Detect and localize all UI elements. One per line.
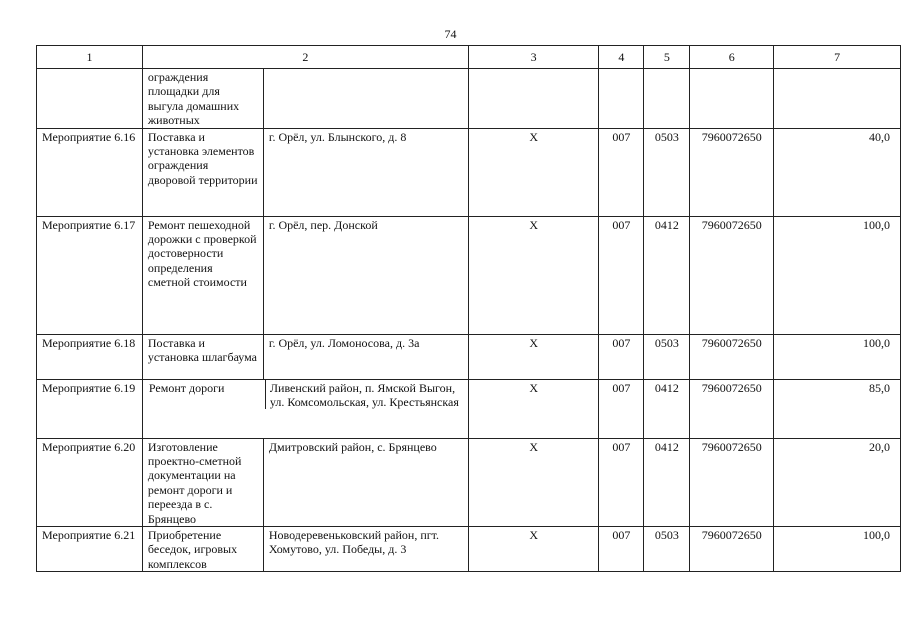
col7-value: 85,0 [774, 379, 901, 438]
col4-value: 007 [599, 379, 644, 438]
table-row [37, 379, 901, 438]
col5-value: 0412 [644, 438, 690, 526]
table-row [37, 69, 901, 129]
col6-value: 7960072650 [690, 334, 774, 379]
table-row [37, 216, 901, 334]
col4-value: 007 [599, 128, 644, 216]
item-id: Мероприятие 6.18 [37, 334, 143, 379]
table-row [37, 438, 901, 526]
page-number: 74 [444, 27, 457, 41]
column-header: 4 [599, 46, 644, 69]
address: г. Орёл, ул. Блынского, д. 8 [263, 128, 468, 216]
col3-value: X [468, 379, 599, 438]
col5-value: 0412 [644, 379, 690, 438]
address: г. Орёл, ул. Ломоносова, д. 3а [263, 334, 468, 379]
col6-value: 7960072650 [690, 216, 774, 334]
column-header: 1 [37, 46, 143, 69]
column-header: 2 [142, 46, 468, 69]
address: Дмитровский район, с. Брянцево [263, 438, 468, 526]
col5-value: 0412 [644, 216, 690, 334]
col7-value: 100,0 [774, 527, 901, 572]
header-row [37, 46, 901, 69]
col7-value: 20,0 [774, 438, 901, 526]
table-row [37, 334, 901, 379]
item-id: Мероприятие 6.19 [37, 379, 143, 438]
address: Ливенский район, п. Ямской Выгон, ул. Комсомольская, ул. Крестьянская [265, 380, 465, 410]
address: г. Орёл, пер. Донской [263, 216, 468, 334]
col4-value: 007 [599, 438, 644, 526]
item-description: Приобретение беседок, игровых комплексов [142, 527, 263, 572]
col4-value: 007 [599, 527, 644, 572]
col3-value: X [468, 527, 599, 572]
col7-cell [774, 69, 901, 129]
item-description: ограждения площадки для выгула домашних животных [142, 69, 263, 129]
col4-value: 007 [599, 216, 644, 334]
col7-value: 100,0 [774, 334, 901, 379]
col6-value: 7960072650 [690, 527, 774, 572]
address-cell [263, 69, 468, 129]
col5-value: 0503 [644, 527, 690, 572]
col7-value: 100,0 [774, 216, 901, 334]
col6-value: 7960072650 [690, 438, 774, 526]
col4-value: 007 [599, 334, 644, 379]
col5-cell [644, 69, 690, 129]
col5-value: 0503 [644, 128, 690, 216]
col6-value: 7960072650 [690, 379, 774, 438]
item-id: Мероприятие 6.21 [37, 527, 143, 572]
col6-cell [690, 69, 774, 129]
address: Новодеревеньковский район, пгт. Хомутово, ул. Победы, д. 3 [263, 527, 468, 572]
column-header: 5 [644, 46, 690, 69]
column-header: 7 [774, 46, 901, 69]
col5-value: 0503 [644, 334, 690, 379]
item-id: Мероприятие 6.20 [37, 438, 143, 526]
col3-cell [468, 69, 599, 129]
table-row [37, 527, 901, 572]
item-description: Поставка и установка элементов ограждения дворовой территории [142, 128, 263, 216]
col3-value: X [468, 216, 599, 334]
table-row [37, 128, 901, 216]
item-id: Мероприятие 6.16 [37, 128, 143, 216]
item-description: Ремонт пешеходной дорожки с проверкой достоверности определения сметной стоимости [142, 216, 263, 334]
item-id: Мероприятие 6.17 [37, 216, 143, 334]
item-description: Изготовление проектно-сметной документации на ремонт дороги и переезда в с. Брянцево [142, 438, 263, 526]
col3-value: X [468, 128, 599, 216]
budget-table [36, 45, 901, 572]
item-description: Ремонт дороги [148, 380, 225, 395]
col4-cell [599, 69, 644, 129]
col7-value: 40,0 [774, 128, 901, 216]
col3-value: X [468, 334, 599, 379]
column-header: 6 [690, 46, 774, 69]
col3-value: X [468, 438, 599, 526]
column-header: 3 [468, 46, 599, 69]
col6-value: 7960072650 [690, 128, 774, 216]
item-description-and-address [142, 379, 468, 438]
item-id-cell [37, 69, 143, 129]
item-description: Поставка и установка шлагбаума [142, 334, 263, 379]
